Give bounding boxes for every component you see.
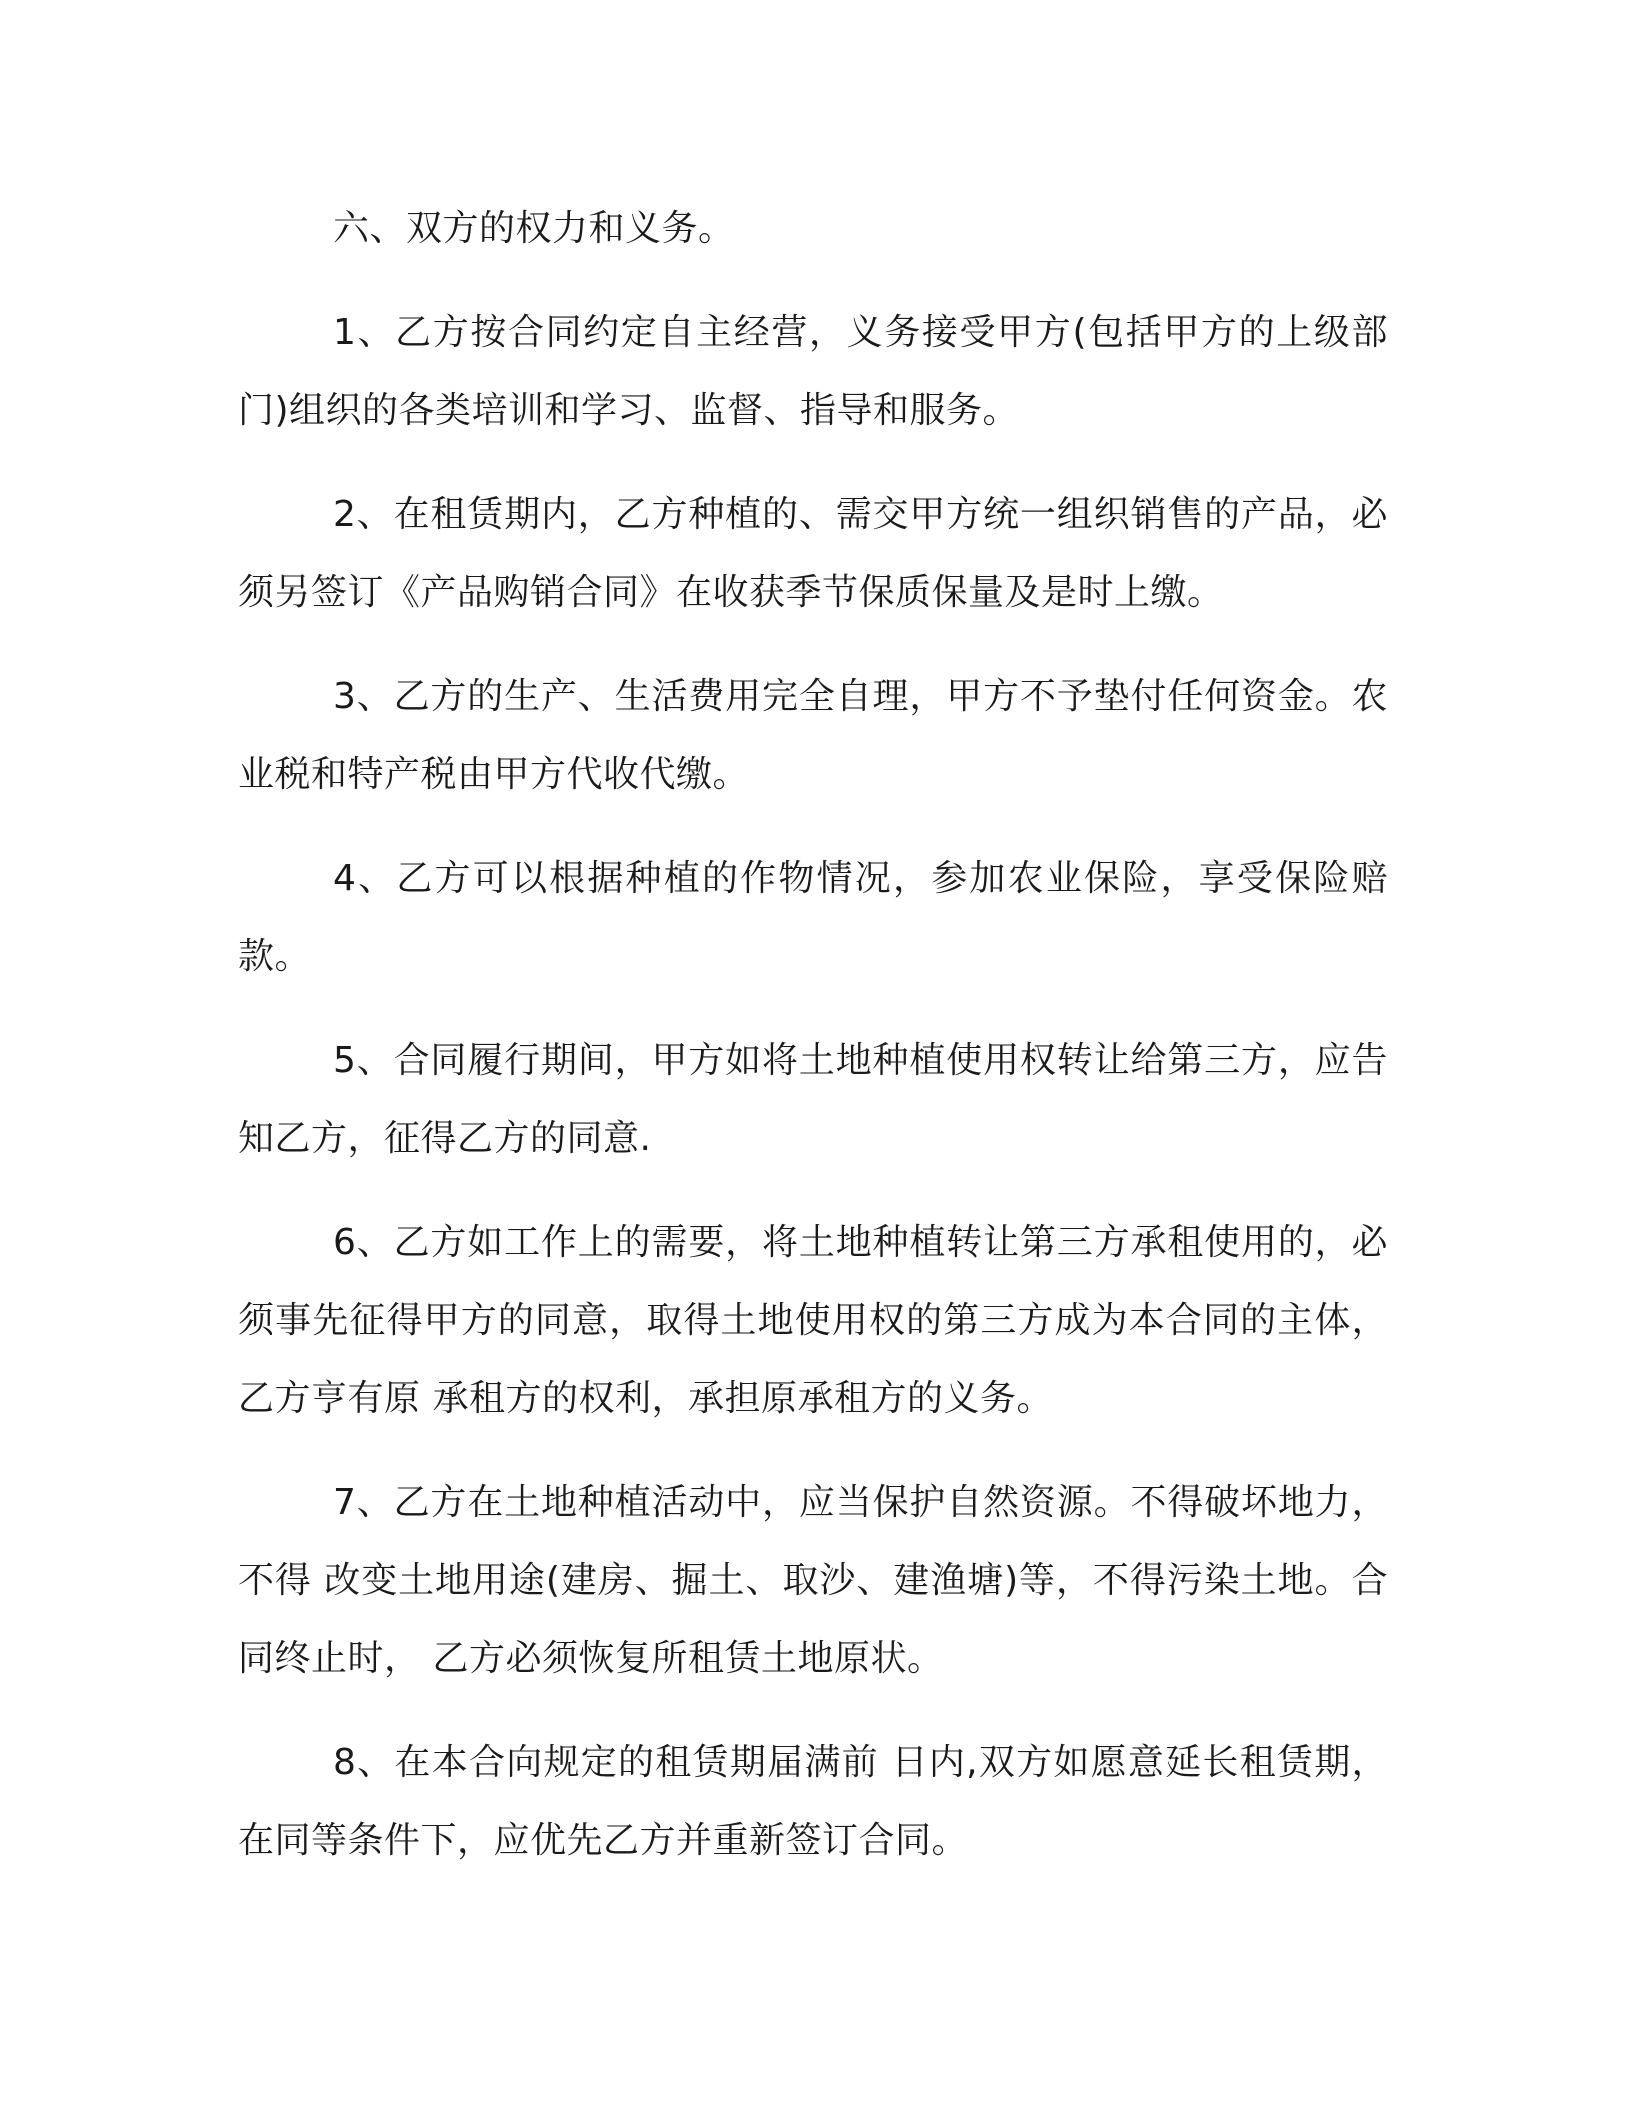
section-heading: 六、双方的权力和义务。: [333, 208, 735, 249]
clause-8: 8、在本合向规定的租赁期届满前 日内,双方如愿意延长租赁期，在同等条件下，应优先乙方并重新签订合同。: [238, 1742, 1388, 1861]
document-body: [238, 190, 1388, 1906]
clause-3: 3、乙方的生产、生活费用完全自理，甲方不予垫付任何资金。农业税和特产税由甲方代收代缴。: [238, 676, 1388, 795]
clause-2: 2、在租赁期内，乙方种植的、需交甲方统一组织销售的产品，必须另签订《产品购销合同》在收获季节保质保量及是时上缴。: [238, 494, 1388, 613]
clause-5: 5、合同履行期间，甲方如将土地种植使用权转让给第三方，应告知乙方，征得乙方的同意.: [238, 1040, 1388, 1159]
clause-7: 7、乙方在土地种植活动中，应当保护自然资源。不得破坏地力，不得 改变土地用途(建房、掘土、取沙、建渔塘)等，不得污染土地。合同终止时， 乙方必须恢复所租赁土地原状。: [238, 1482, 1388, 1679]
clause-4: 4、乙方可以根据种植的作物情况，参加农业保险，享受保险赔款。: [238, 858, 1388, 977]
clause-6: 6、乙方如工作上的需要，将土地种植转让第三方承租使用的，必须事先征得甲方的同意，取得土地使用权的第三方成为本合同的主体，乙方亨有原 承租方的权利，承担原承租方的义务。: [238, 1222, 1388, 1419]
clause-1: 1、乙方按合同约定自主经营，义务接受甲方(包括甲方的上级部门)组织的各类培训和学习、监督、指导和服务。: [238, 312, 1388, 431]
